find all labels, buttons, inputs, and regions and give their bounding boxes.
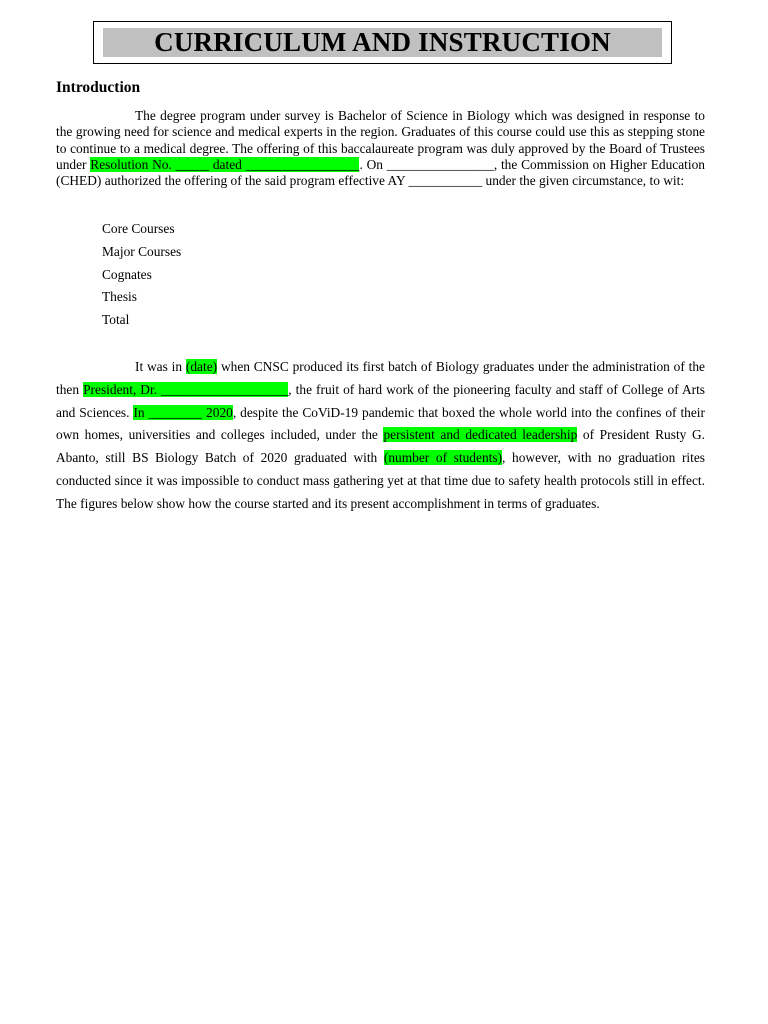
highlight-president: President, Dr. ___________________ xyxy=(83,381,289,397)
highlight-year: In ________ 2020 xyxy=(133,404,233,420)
history-text-6: , however, with no graduation rites conducted since it was impossible to conduct mass gathering yet at that time due to safety health protocols still in effect. The figures below show how the course started and its present accomplishment in terms of graduates. xyxy=(56,450,706,511)
list-item: Core Courses xyxy=(102,221,175,236)
highlight-student-count: (number of students) xyxy=(383,450,503,466)
section-heading: Introduction xyxy=(56,79,141,96)
history-text-1: It was in xyxy=(135,359,186,374)
intro-text-1: The degree program under survey is Bachelor of Science in Biology which was designed in response to the growing need for science and medical experts in the region. Graduates of this course could use this as stepping stone to continue to a medical degree. The offering of this baccalaureate program was duly approved by the Board of Trustees under xyxy=(56,108,705,172)
intro-paragraph xyxy=(56,108,705,189)
list-item: Total xyxy=(102,312,130,328)
course-list xyxy=(102,221,181,335)
history-paragraph xyxy=(56,356,705,516)
intro-text-2: . On ________________, the Commission on Higher Education (CHED) authorized the offering of the said program effective AY ___________ under the given circumstance, to wit: xyxy=(56,156,705,189)
highlight-date: (date) xyxy=(185,359,218,374)
highlight-leadership: persistent and dedicated leadership xyxy=(383,427,578,443)
list-item: Major Courses xyxy=(102,243,182,259)
history-text-2: when CNSC produced its first batch of Biology graduates under the administration of the then xyxy=(56,359,705,397)
list-item: Thesis xyxy=(102,289,137,305)
history-text-4: , despite the CoViD-19 pandemic that boxed the whole world into the confines of their own homes, universities and colleges included, under the xyxy=(56,404,705,443)
history-text-3: , the fruit of hard work of the pioneering faculty and staff of College of Arts and Sciences. xyxy=(56,381,706,420)
title-box xyxy=(93,21,672,64)
history-text-5: of President Rusty G. Abanto, still BS Biology Batch of 2020 graduated with xyxy=(56,427,705,466)
page-title: CURRICULUM AND INSTRUCTION xyxy=(103,28,662,57)
highlight-resolution: Resolution No. _____ dated _________________ xyxy=(90,156,360,172)
list-item: Cognates xyxy=(102,266,152,282)
